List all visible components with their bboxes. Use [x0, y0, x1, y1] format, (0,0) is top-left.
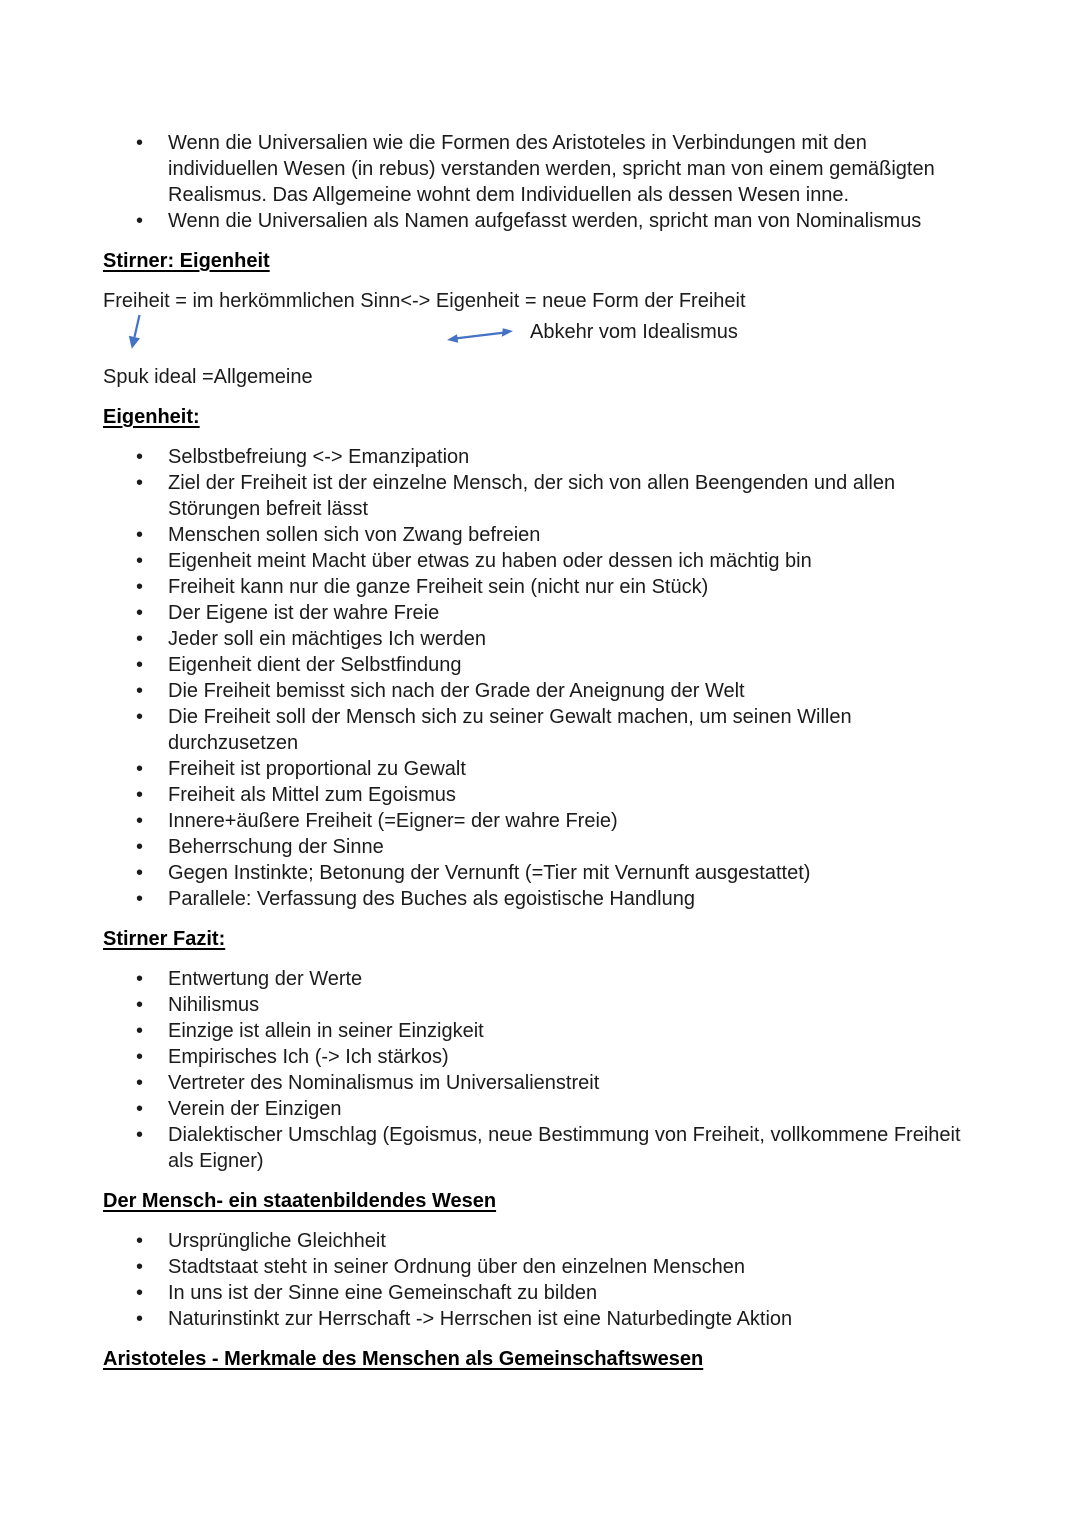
bullet-item: • Einzige ist allein in seiner Einzigkeit — [103, 1018, 975, 1044]
heading-aristoteles-merkmale: Aristoteles - Merkmale des Menschen als Gemeinschaftswesen — [103, 1348, 704, 1370]
bullet-item: • Freiheit ist proportional zu Gewalt — [103, 756, 975, 782]
heading-eigenheit: Eigenheit: — [103, 406, 200, 428]
freiheit-eigenheit-line: Freiheit = im herkömmlichen Sinn<-> Eigenheit = neue Form der Freiheit — [103, 290, 746, 312]
double-arrow-icon — [446, 327, 514, 344]
bullet-item: • Empirisches Ich (-> Ich stärkos) — [103, 1044, 975, 1070]
bullet-item: • Selbstbefreiung <-> Emanzipation — [103, 444, 975, 470]
bullet-item: • Parallele: Verfassung des Buches als egoistische Handlung — [103, 886, 975, 912]
bullet-item: • Naturinstinkt zur Herrschaft -> Herrschen ist eine Naturbedingte Aktion — [103, 1306, 975, 1332]
bullet-item: • Jeder soll ein mächtiges Ich werden — [103, 626, 975, 652]
bullet-item: • Die Freiheit bemisst sich nach der Grade der Aneignung der Welt — [103, 678, 975, 704]
bullet-item: • Ziel der Freiheit ist der einzelne Mensch, der sich von allen Beengenden und allen Störungen befreit lässt — [103, 470, 975, 522]
bullet-item: • Entwertung der Werte — [103, 966, 975, 992]
bullet-item: • Freiheit als Mittel zum Egoismus — [103, 782, 975, 808]
bullet-item: • Beherrschung der Sinne — [103, 834, 975, 860]
bullet-item: • Dialektischer Umschlag (Egoismus, neue Bestimmung von Freiheit, vollkommene Freiheit als Eigner) — [103, 1122, 975, 1174]
heading-stirner-eigenheit: Stirner: Eigenheit — [103, 250, 270, 272]
bullet-item: • Eigenheit meint Macht über etwas zu haben oder dessen ich mächtig bin — [103, 548, 975, 574]
abkehr-idealismus-label: Abkehr vom Idealismus — [530, 321, 738, 343]
bullet-item: • Gegen Instinkte; Betonung der Vernunft (=Tier mit Vernunft ausgestattet) — [103, 860, 975, 886]
bullet-item: • Freiheit kann nur die ganze Freiheit sein (nicht nur ein Stück) — [103, 574, 975, 600]
bullet-item: • Nihilismus — [103, 992, 975, 1018]
bullet-item: • In uns ist der Sinne eine Gemeinschaft zu bilden — [103, 1280, 975, 1306]
bullet-item: • Ursprüngliche Gleichheit — [103, 1228, 975, 1254]
eigenheit-bullet-list — [103, 444, 975, 912]
down-arrow-icon — [126, 314, 144, 350]
spuk-ideal-line: Spuk ideal =Allgemeine — [103, 366, 313, 388]
bullet-item: • Die Freiheit soll der Mensch sich zu seiner Gewalt machen, um seinen Willen durchzusetzen — [103, 704, 975, 756]
bullet-item: • Vertreter des Nominalismus im Universalienstreit — [103, 1070, 975, 1096]
mensch-bullet-list — [103, 1228, 975, 1332]
bullet-item: • Verein der Einzigen — [103, 1096, 975, 1122]
bullet-item: • Wenn die Universalien als Namen aufgefasst werden, spricht man von Nominalismus — [103, 208, 975, 234]
bullet-item: • Menschen sollen sich von Zwang befreien — [103, 522, 975, 548]
heading-mensch-staatenbildend: Der Mensch- ein staatenbildendes Wesen — [103, 1190, 497, 1212]
bullet-item: • Stadtstaat steht in seiner Ordnung über den einzelnen Menschen — [103, 1254, 975, 1280]
universalien-bullet-list — [103, 130, 975, 234]
bullet-item: • Der Eigene ist der wahre Freie — [103, 600, 975, 626]
bullet-item: • Eigenheit dient der Selbstfindung — [103, 652, 975, 678]
bullet-item: • Wenn die Universalien wie die Formen des Aristoteles in Verbindungen mit den individuellen Wesen (in rebus) verstanden werden, spricht man von einem gemäßigten Realismus. Das Allgemeine wohnt dem Individuellen als dessen Wesen inne. — [103, 130, 975, 208]
bullet-item: • Innere+äußere Freiheit (=Eigner= der wahre Freie) — [103, 808, 975, 834]
heading-stirner-fazit: Stirner Fazit: — [103, 928, 226, 950]
annotation-arrow-row — [103, 314, 975, 350]
stirner-fazit-bullet-list — [103, 966, 975, 1174]
